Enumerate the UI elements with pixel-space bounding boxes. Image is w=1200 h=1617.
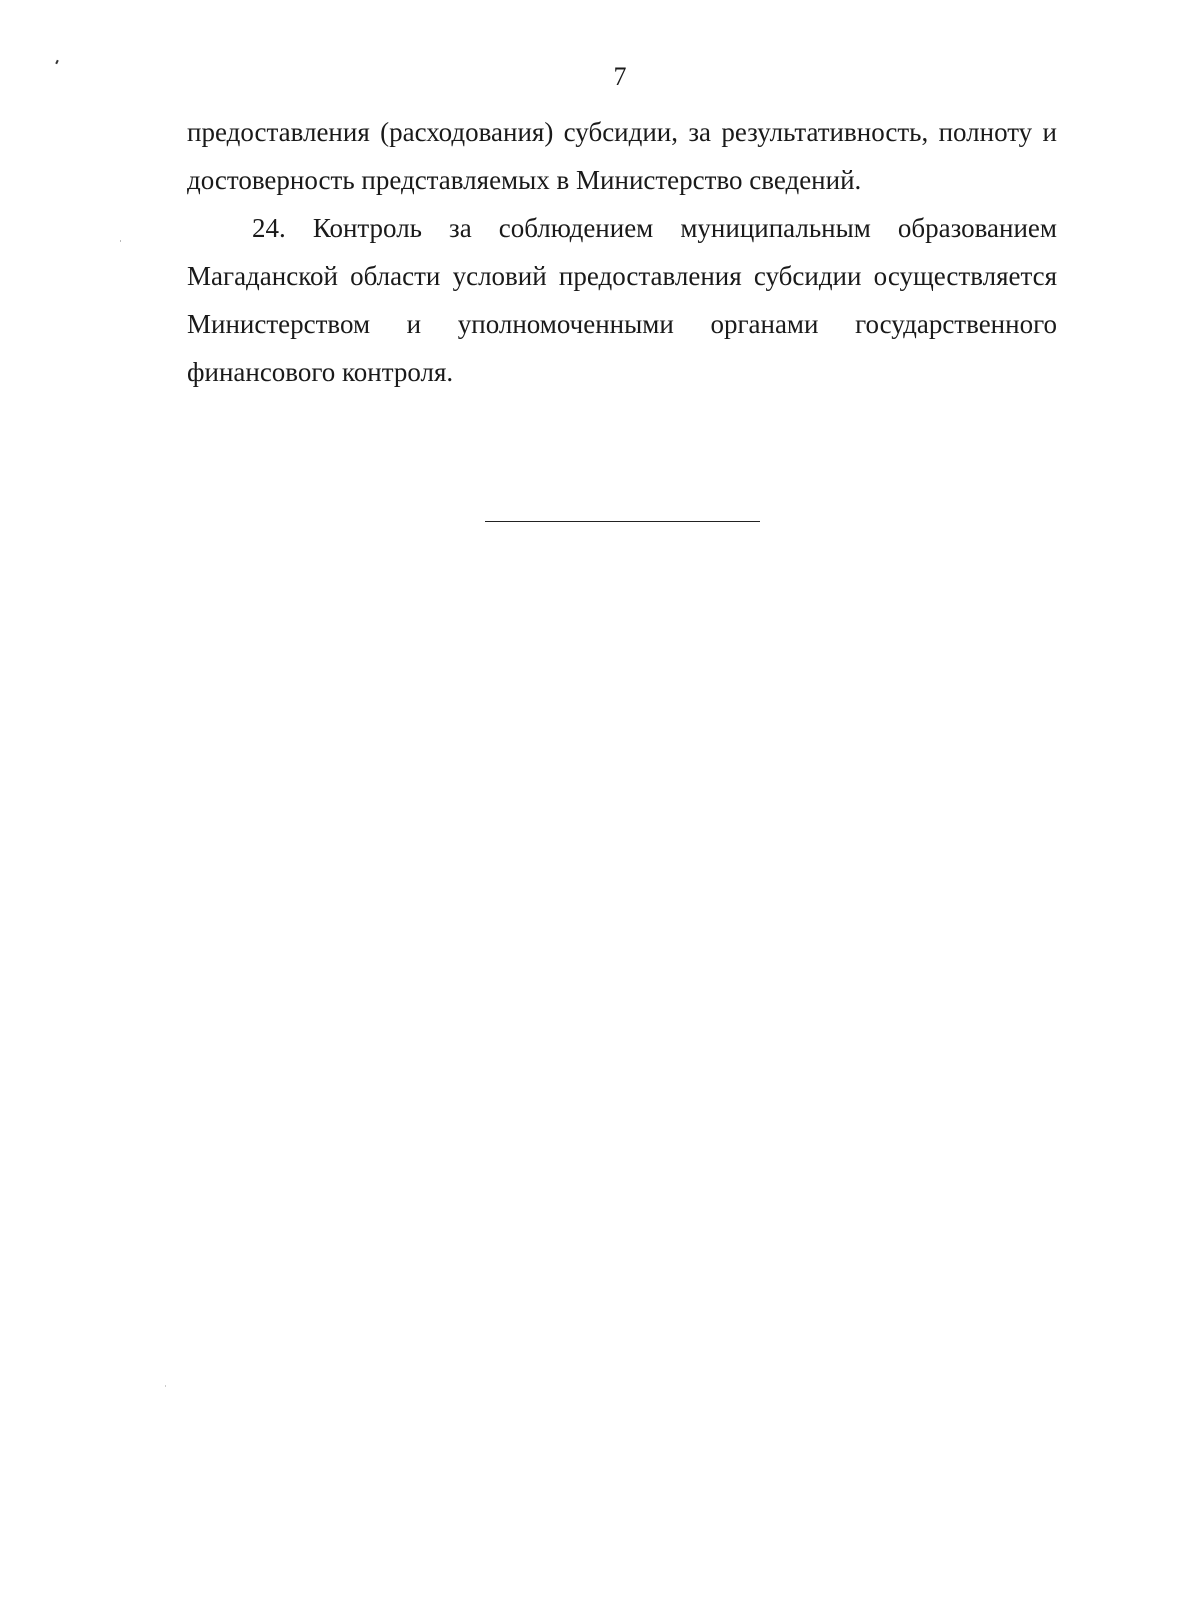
text-line: предоставления (расходования) субсидии, за результативность, полноту и <box>187 117 1057 147</box>
text-line: Магаданской области условий предоставления субсидии осуществляется <box>187 261 1057 291</box>
end-of-document-rule <box>485 521 760 522</box>
page-number: 7 <box>613 62 627 91</box>
text-line: Министерством и уполномоченными органами государственного <box>187 309 1057 339</box>
scan-speck <box>165 1385 166 1387</box>
text-line: достоверность представляемых в Министерство сведений. <box>187 165 862 195</box>
paragraph-24 <box>187 204 1057 396</box>
scan-speck <box>120 240 121 242</box>
text-line: 24. Контроль за соблюдением муниципальным образованием <box>252 213 1057 243</box>
document-body <box>187 108 1057 396</box>
paragraph-continuation <box>187 108 1057 204</box>
text-line: финансового контроля. <box>187 357 454 387</box>
